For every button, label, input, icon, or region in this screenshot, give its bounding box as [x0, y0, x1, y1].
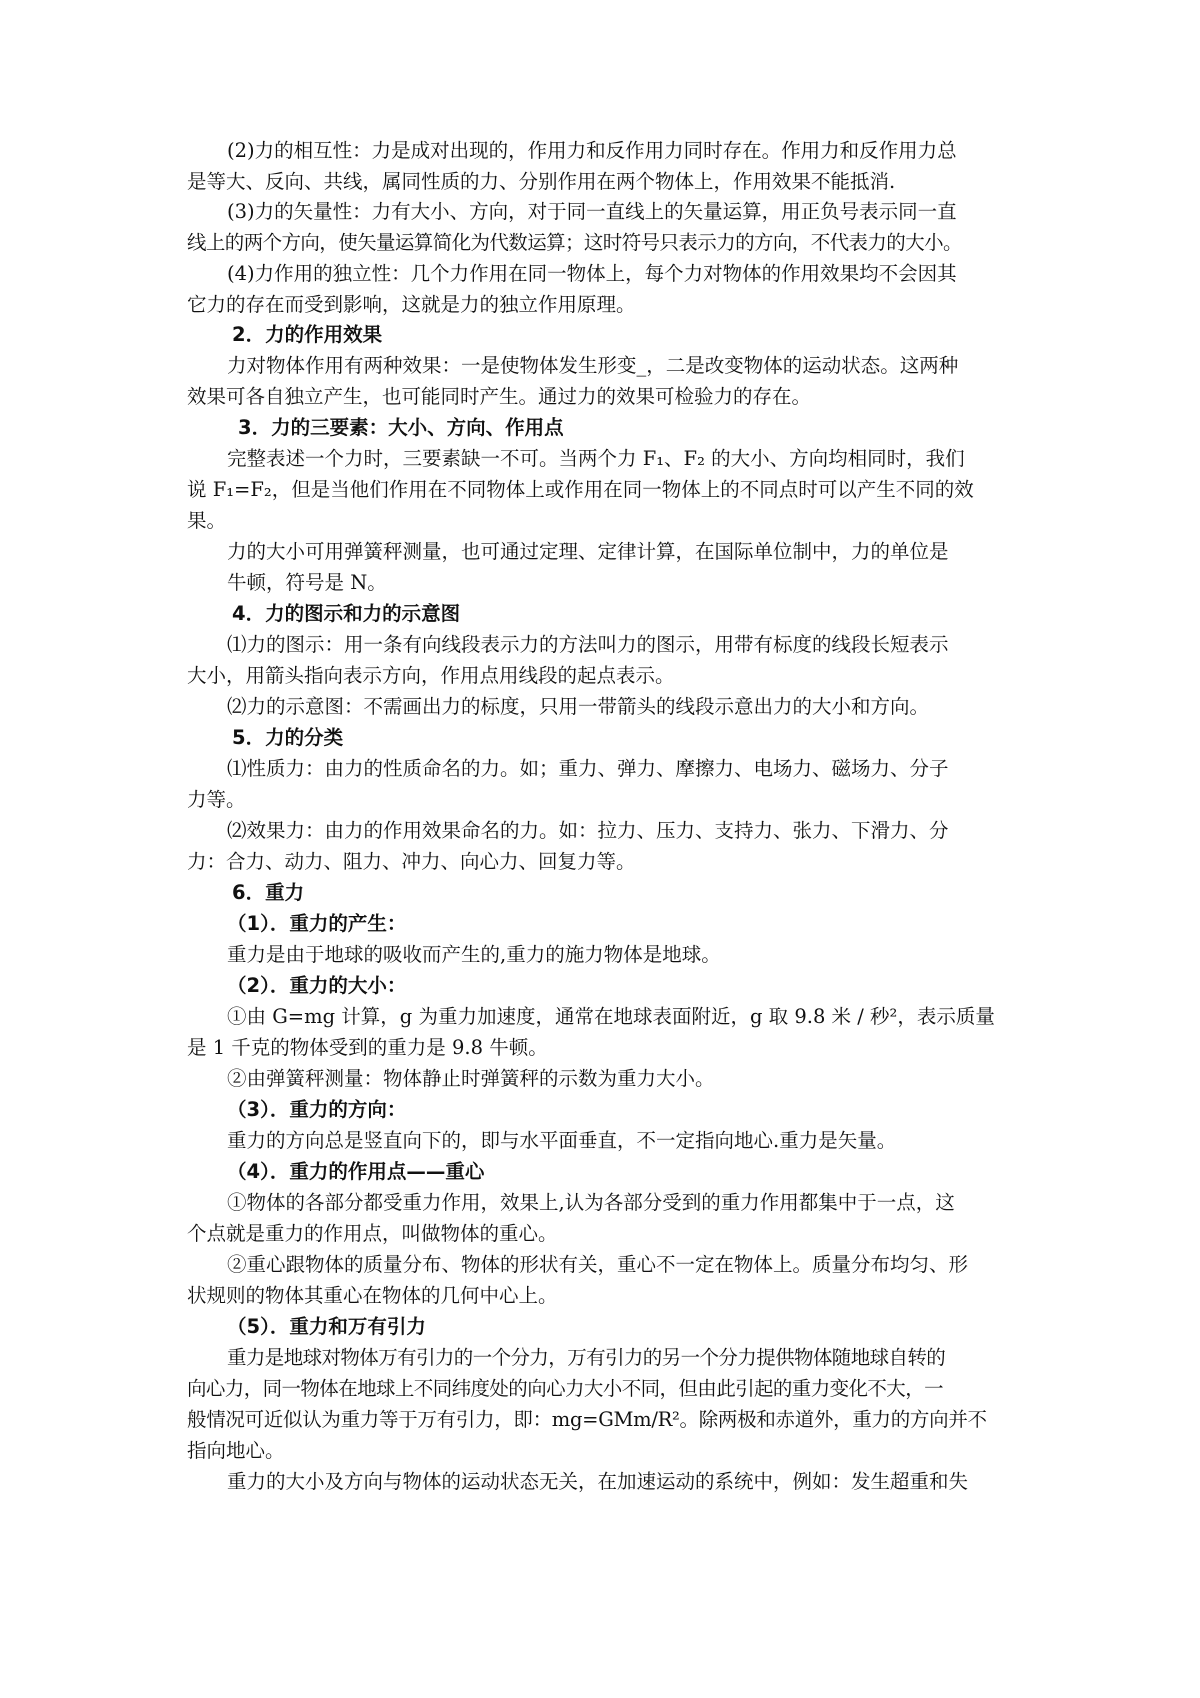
text-line: 力：合力、动力、阻力、冲力、向心力、回复力等。: [187, 850, 636, 873]
text-line: 重力的方向总是竖直向下的，即与水平面垂直，不一定指向地心.重力是矢量。: [227, 1129, 897, 1152]
text-line: 指向地心。: [187, 1439, 285, 1462]
text-line: ①物体的各部分都受重力作用，效果上,认为各部分受到的重力作用都集中于一点，这: [227, 1191, 955, 1214]
text-line: (4)力作用的独立性：几个力作用在同一物体上，每个力对物体的作用效果均不会因其: [227, 262, 957, 285]
subsection-heading: （5）．重力和万有引力: [227, 1315, 426, 1338]
text-line: ②重心跟物体的质量分布、物体的形状有关，重心不一定在物体上。质量分布均匀、形: [227, 1253, 969, 1276]
text-line: 说 F₁=F₂，但是当他们作用在不同物体上或作用在同一物体上的不同点时可以产生不同的效: [187, 478, 974, 501]
text-line: 果。: [187, 509, 227, 532]
text-line: 线上的两个方向，使矢量运算简化为代数运算；这时符号只表示力的方向，不代表力的大小。: [187, 231, 962, 254]
text-line: (2)力的相互性：力是成对出现的，作用力和反作用力同时存在。作用力和反作用力总: [227, 139, 957, 162]
text-line: 向心力，同一物体在地球上不同纬度处的向心力大小不同，但由此引起的重力变化不大，一: [187, 1377, 944, 1400]
text-line: 力的大小可用弹簧秤测量，也可通过定理、定律计算，在国际单位制中，力的单位是: [227, 540, 949, 563]
text-line: ①由 G=mg 计算，g 为重力加速度，通常在地球表面附近，g 取 9.8 米 / 秒²，表示质量: [227, 1005, 995, 1028]
text-line: ⑴力的图示：用一条有向线段表示力的方法叫力的图示，用带有标度的线段长短表示: [227, 633, 949, 656]
subsection-heading: （3）．重力的方向：: [227, 1098, 407, 1121]
section-heading: 6．重力: [232, 881, 305, 904]
text-line: 是 1 千克的物体受到的重力是 9.8 牛顿。: [187, 1036, 548, 1059]
section-heading: 5．力的分类: [232, 726, 344, 749]
text-line: 状规则的物体其重心在物体的几何中心上。: [187, 1284, 558, 1307]
subsection-heading: （1）．重力的产生：: [227, 912, 407, 935]
text-line: 重力是地球对物体万有引力的一个分力，万有引力的另一个分力提供物体随地球自转的: [227, 1346, 946, 1369]
text-line: 个点就是重力的作用点，叫做物体的重心。: [187, 1222, 558, 1245]
text-line: 重力的大小及方向与物体的运动状态无关，在加速运动的系统中，例如：发生超重和失: [227, 1470, 969, 1493]
text-line: ⑵力的示意图：不需画出力的标度，只用一带箭头的线段示意出力的大小和方向。: [227, 695, 930, 718]
text-line: ⑴性质力：由力的性质命名的力。如；重力、弹力、摩擦力、电场力、磁场力、分子: [227, 757, 949, 780]
text-line: 完整表述一个力时，三要素缺一不可。当两个力 F₁、F₂ 的大小、方向均相同时，我们: [227, 447, 965, 470]
text-line: ②由弹簧秤测量：物体静止时弹簧秤的示数为重力大小。: [227, 1067, 715, 1090]
text-line: (3)力的矢量性：力有大小、方向，对于同一直线上的矢量运算，用正负号表示同一直: [227, 200, 957, 223]
text-line: 牛顿，符号是 N。: [227, 571, 387, 594]
text-line: 是等大、反向、共线，属同性质的力、分别作用在两个物体上，作用效果不能抵消.: [187, 170, 896, 193]
subsection-heading: （2）．重力的大小：: [227, 974, 407, 997]
text-line: 力等。: [187, 788, 246, 811]
text-line: 大小，用箭头指向表示方向，作用点用线段的起点表示。: [187, 664, 675, 687]
text-line: 般情况可近似认为重力等于万有引力，即：mg=GMm/R²。除两极和赤道外，重力的方向并不: [187, 1408, 987, 1431]
section-heading: 4．力的图示和力的示意图: [232, 602, 461, 625]
section-heading: 3．力的三要素：大小、方向、作用点: [238, 416, 564, 439]
text-line: ⑵效果力：由力的作用效果命名的力。如：拉力、压力、支持力、张力、下滑力、分: [227, 819, 949, 842]
text-line: 效果可各自独立产生，也可能同时产生。通过力的效果可检验力的存在。: [187, 385, 812, 408]
section-heading: 2．力的作用效果: [232, 323, 383, 346]
subsection-heading: （4）．重力的作用点——重心: [227, 1160, 485, 1183]
text-line: 它力的存在而受到影响，这就是力的独立作用原理。: [187, 293, 636, 316]
text-line: 力对物体作用有两种效果：一是使物体发生形变_，二是改变物体的运动状态。这两种: [227, 354, 959, 377]
text-line: 重力是由于地球的吸收而产生的,重力的施力物体是地球。: [227, 943, 721, 966]
